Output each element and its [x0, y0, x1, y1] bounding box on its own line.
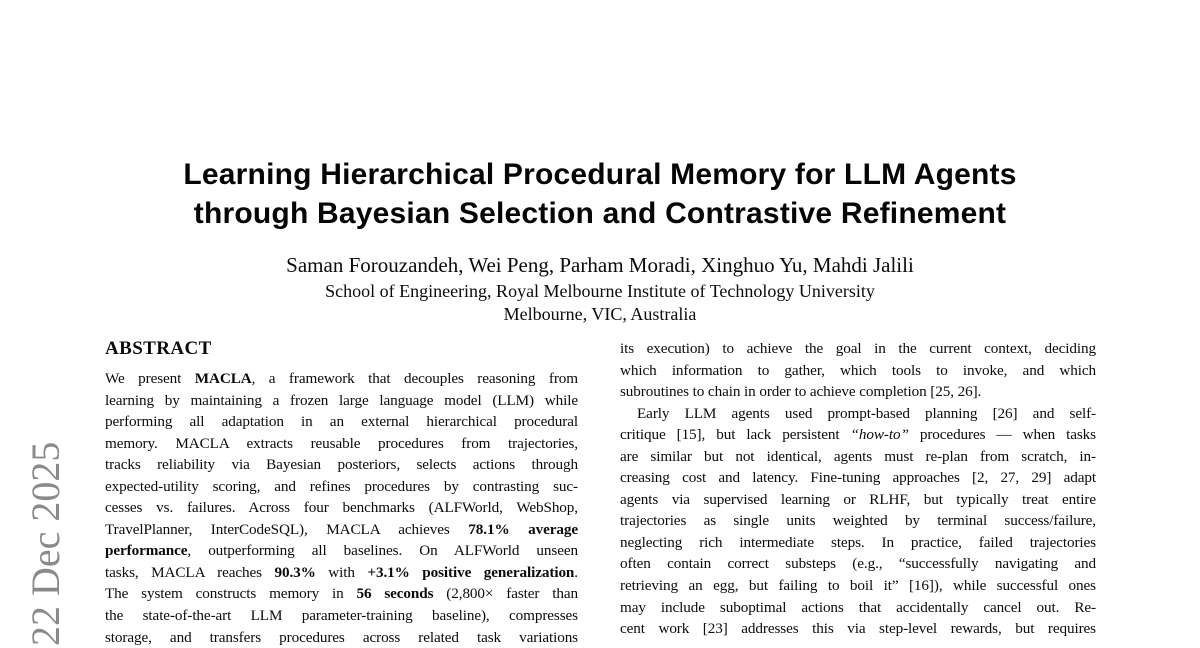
authors-line: Saman Forouzandeh, Wei Peng, Parham Moradi, Xinghuo Yu, Mahdi Jalili [286, 253, 914, 277]
text-line: performing all adaptation in an external hierarchical procedural [105, 413, 578, 431]
text-line: TravelPlanner, InterCodeSQL), MACLA achieves 78.1% average [105, 520, 578, 538]
text-line: cesses vs. failures. Across four benchmarks (ALFWorld, WebShop, [105, 499, 578, 517]
text-line: creasing cost and latency. Fine-tuning approaches [2, 27, 29] adapt [620, 469, 1096, 487]
text-line: trajectories as single units weighted by terminal success/failure, [620, 512, 1096, 530]
text-line: performance, outperforming all baselines. On ALFWorld unseen [105, 542, 578, 560]
text-line: agents via supervised learning or RLHF, but typically treat entire [620, 490, 1096, 508]
text-line: are similar but not identical, agents must re-plan from scratch, in- [620, 447, 1096, 465]
introduction-column [620, 338, 1096, 640]
text-line: retrieving an egg, but failing to boil it” [16]), while successful ones [620, 577, 1096, 595]
text-line: The system constructs memory in 56 seconds (2,800× faster than [105, 585, 578, 603]
text-line: expected-utility scoring, and refines procedures by contrasting suc- [105, 477, 578, 495]
text-line: subroutines to chain in order to achieve completion [25, 26]. [620, 383, 982, 401]
arxiv-date-watermark: 22 Dec 2025 [23, 441, 68, 646]
text-line: which information to gather, which tools to invoke, and which [620, 361, 1096, 379]
paper-title-line1: Learning Hierarchical Procedural Memory for LLM Agents [183, 158, 1017, 191]
text-line: often contain correct substeps (e.g., “successfully navigating and [620, 555, 1096, 573]
text-line: memory. MACLA extracts reusable procedures from trajectories, [105, 434, 578, 452]
text-line: learning by maintaining a frozen large language model (LLM) while [105, 391, 578, 409]
text-line: the state-of-the-art LLM parameter-training baseline), compresses [105, 607, 578, 625]
text-line: storage, and transfers procedures across related task variations [105, 628, 578, 646]
paper-title [0, 155, 1200, 233]
text-line: tasks, MACLA reaches 90.3% with +3.1% positive generalization. [105, 563, 578, 581]
text-line: its execution) to achieve the goal in the current context, deciding [620, 340, 1096, 357]
text-line: Early LLM agents used prompt-based planning [26] and self- [637, 404, 1096, 422]
introduction-text [620, 338, 1096, 640]
abstract-heading: ABSTRACT [105, 338, 212, 359]
text-line: may include suboptimal actions that accidentally cancel out. Re- [620, 598, 1096, 616]
text-line: tracks reliability via Bayesian posteriors, selects actions through [105, 456, 578, 474]
affiliation-location: Melbourne, VIC, Australia [503, 304, 697, 324]
text-line: neglecting rich intermediate steps. In practice, failed trajectories [620, 533, 1096, 551]
abstract-column [105, 338, 578, 648]
paper-title-line2: through Bayesian Selection and Contrastive Refinement [193, 197, 1007, 230]
abstract-text [105, 368, 578, 648]
text-line: We present MACLA, a framework that decouples reasoning from [105, 370, 578, 387]
affiliation-line: School of Engineering, Royal Melbourne Institute of Technology University [325, 281, 875, 301]
text-line: critique [15], but lack persistent “how-to” procedures — when tasks [620, 426, 1096, 444]
text-line: cent work [23] addresses this via step-level rewards, but requires [620, 620, 1096, 638]
